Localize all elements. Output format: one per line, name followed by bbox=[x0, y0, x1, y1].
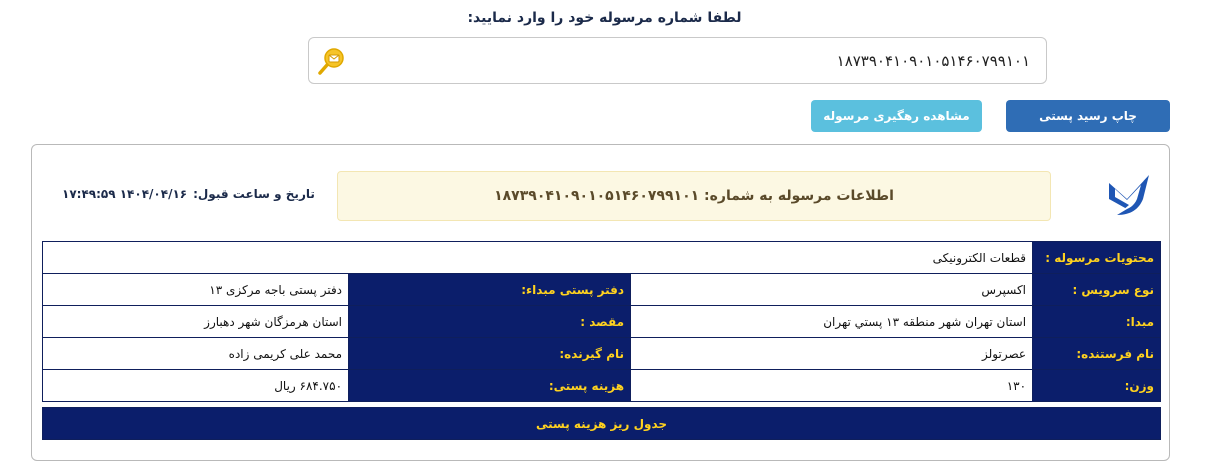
shipment-details-table bbox=[42, 241, 1161, 440]
postal-cost-value: ۶۸۴.۷۵۰ ریال bbox=[43, 370, 349, 402]
weight-value: ۱۳۰ bbox=[631, 370, 1033, 402]
accept-datetime-value: ۱۴۰۴/۰۴/۱۶ ۱۷:۴۹:۵۹ bbox=[62, 187, 188, 201]
accept-datetime-label: تاریخ و ساعت قبول: bbox=[193, 187, 315, 201]
print-receipt-button[interactable]: چاپ رسید پستی bbox=[1006, 100, 1170, 132]
tracking-prompt: لطفا شماره مرسوله خود را وارد نمایید: bbox=[467, 10, 742, 26]
post-logo-icon bbox=[1103, 169, 1157, 221]
table-row bbox=[43, 408, 1161, 440]
shipment-panel bbox=[31, 144, 1170, 461]
accept-datetime bbox=[62, 187, 315, 201]
tracking-number-value: ۱۸۷۳۹۰۴۱۰۹۰۱۰۵۱۴۶۰۷۹۹۱۰۱ bbox=[836, 52, 1030, 70]
contents-label: محتویات مرسوله : bbox=[1033, 242, 1161, 274]
origin-value: استان تهران شهر منطقه ۱۳ پستي تهران bbox=[631, 306, 1033, 338]
sender-label: نام فرستنده: bbox=[1033, 338, 1161, 370]
destination-label: مقصد : bbox=[349, 306, 631, 338]
weight-label: وزن: bbox=[1033, 370, 1161, 402]
origin-office-label: دفتر پستی مبداء: bbox=[349, 274, 631, 306]
receiver-label: نام گیرنده: bbox=[349, 338, 631, 370]
origin-office-value: دفتر پستی باجه مرکزی ۱۳ bbox=[43, 274, 349, 306]
contents-value: قطعات الکترونیکی bbox=[43, 242, 1033, 274]
sender-value: عصرتولز bbox=[631, 338, 1033, 370]
table-row bbox=[43, 274, 1161, 306]
table-row bbox=[43, 306, 1161, 338]
shipment-info-banner bbox=[337, 171, 1051, 221]
shipment-info-title: اطلاعات مرسوله به شماره: ۱۸۷۳۹۰۴۱۰۹۰۱۰۵۱۴۶۰۷۹۹۱۰۱ bbox=[494, 188, 894, 204]
service-type-value: اکسپرس bbox=[631, 274, 1033, 306]
service-type-label: نوع سرویس : bbox=[1033, 274, 1161, 306]
origin-label: مبدا: bbox=[1033, 306, 1161, 338]
table-row bbox=[43, 242, 1161, 274]
table-row bbox=[43, 338, 1161, 370]
tracking-number-input[interactable] bbox=[308, 37, 1047, 84]
view-tracking-button[interactable]: مشاهده رهگیری مرسوله bbox=[811, 100, 982, 132]
postal-cost-label: هزینه پستی: bbox=[349, 370, 631, 402]
table-row bbox=[43, 370, 1161, 402]
cost-breakdown-link[interactable]: جدول ریز هزینه پستی bbox=[43, 408, 1161, 440]
search-icon[interactable] bbox=[317, 46, 347, 76]
receiver-value: محمد علی کریمی زاده bbox=[43, 338, 349, 370]
destination-value: استان هرمزگان شهر دهبارز bbox=[43, 306, 349, 338]
